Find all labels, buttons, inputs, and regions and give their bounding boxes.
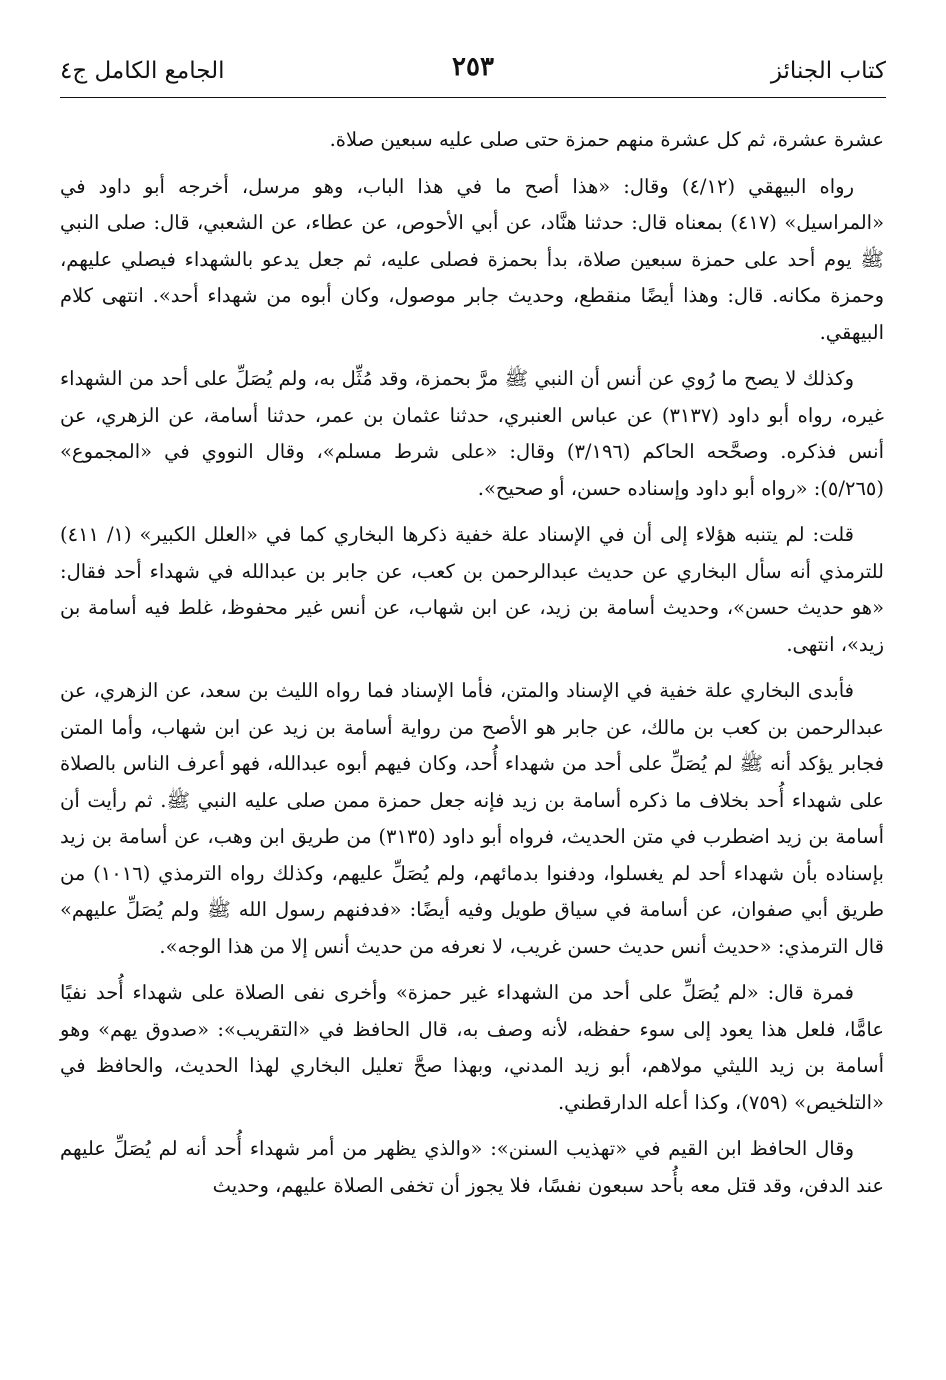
paragraph-3: وكذلك لا يصح ما رُوي عن أنس أن النبي ﷺ مرَّ بحمزة، وقد مُثِّل به، ولم يُصَلِّ على أحد من الشهداء غيره، رواه أبو داود (٣١٣٧) عن عباس العنبري، حدثنا عثمان بن عمر، حدثنا أسامة، عن الزهري، عن أنس فذكره. وصحَّحه الحاكم (٣/١٩٦) وقال: «على شرط مسلم»، وقال النووي في «المجموع» (٥/٢٦٥): «رواه أبو داود وإسناده حسن، أو صحيح». bbox=[60, 367, 885, 500]
chapter-title: كتاب الجنائز bbox=[770, 58, 886, 84]
paragraph-5: فأبدى البخاري علة خفية في الإسناد والمتن، فأما الإسناد فما رواه الليث بن سعد، عن الزهري، عن عبدالرحمن بن كعب بن مالك، عن جابر هو الأصح من رواية أسامة بن زيد عن ابن شهاب، وأما المتن فجابر يؤكد أنه ﷺ لم يُصَلِّ على أحد من شهداء أُحد، وكان فيهم أبوه عبدالله، فهو أعرف الناس بالصلاة على شهداء أُحد بخلاف ما ذكره أسامة بن زيد فإنه جعل حمزة ممن صلى عليه النبي ﷺ. ثم رأيت أن أسامة بن زيد اضطرب في متن الحديث، فرواه أبو داود (٣١٣٥) من طريق ابن وهب، عن أسامة بن زيد بإسناده بأن شهداء أحد لم يغسلوا، ودفنوا بدمائهم، ولم يُصَلِّ عليهم، وكذلك رواه الترمذي (١٠١٦) من طريق أبي صفوان، عن أسامة في سياق طويل وفيه أيضًا: «فدفنهم رسول الله ﷺ ولم يُصَلِّ عليهم» قال الترمذي: «حديث أنس حديث حسن غريب، لا نعرفه من حديث أنس إلا من هذا الوجه». bbox=[60, 679, 884, 958]
paragraph-2: رواه البيهقي (٤/١٢) وقال: «هذا أصح ما في هذا الباب، وهو مرسل، أخرجه أبو داود في «المراسيل» (٤١٧) بمعناه قال: حدثنا هنَّاد، عن أبي الأحوص، عن عطاء، عن الشعبي، قال: صلى النبي ﷺ يوم أحد على حمزة سبعين صلاة، بدأ بحمزة فصلى عليه، ثم جعل يدعو بالشهداء فيصلي عليهم، وحمزة مكانه. قال: وهذا أيضًا منقطع، وحديث جابر موصول، وكان أبوه من شهداء أحد». انتهى كلام البيهقي. bbox=[60, 174, 885, 344]
page-header bbox=[60, 52, 886, 92]
paragraph-7: وقال الحافظ ابن القيم في «تهذيب السنن»: «والذي يظهر من أمر شهداء أُحد أنه لم يُصَلِّ عليهم عند الدفن، وقد قتل معه بأُحد سبعون نفسًا، فلا يجوز أن تخفى الصلاة عليهم، وحديث bbox=[60, 1137, 884, 1197]
paragraph-6: فمرة قال: «لم يُصَلِّ على أحد من الشهداء غير حمزة» وأخرى نفى الصلاة على شهداء أُحد نفيًا عامًّا، فلعل هذا يعود إلى سوء حفظه، لأنه وصف به، قال الحافظ في «التقريب»: «صدوق يهم» وهو أسامة بن زيد الليثي مولاهم، أبو زيد المدني، وبهذا صحَّ تعليل البخاري لهذا الحديث، والحافظ في «التلخيص» (٧٥٩)، وكذا أعله الدارقطني. bbox=[60, 981, 884, 1114]
header-divider bbox=[60, 97, 886, 98]
paragraph-1: عشرة عشرة، ثم كل عشرة منهم حمزة حتى صلى عليه سبعين صلاة. bbox=[329, 128, 884, 151]
page-body bbox=[60, 122, 884, 1214]
book-title: الجامع الكامل ج٤ bbox=[60, 58, 225, 84]
paragraph-4: قلت: لم يتنبه هؤلاء إلى أن في الإسناد علة خفية ذكرها البخاري كما في «العلل الكبير» (١/ ٤١١) للترمذي أنه سأل البخاري عن حديث عبدالرحمن بن كعب، عن جابر بن عبدالله في شهداء أحد فقال: «هو حديث حسن»، وحديث أسامة بن زيد، عن ابن شهاب، عن أنس غير محفوظ، غلط فيه أسامة بن زيد»، انتهى. bbox=[60, 523, 884, 656]
page-number: ٢٥٣ bbox=[452, 52, 494, 82]
